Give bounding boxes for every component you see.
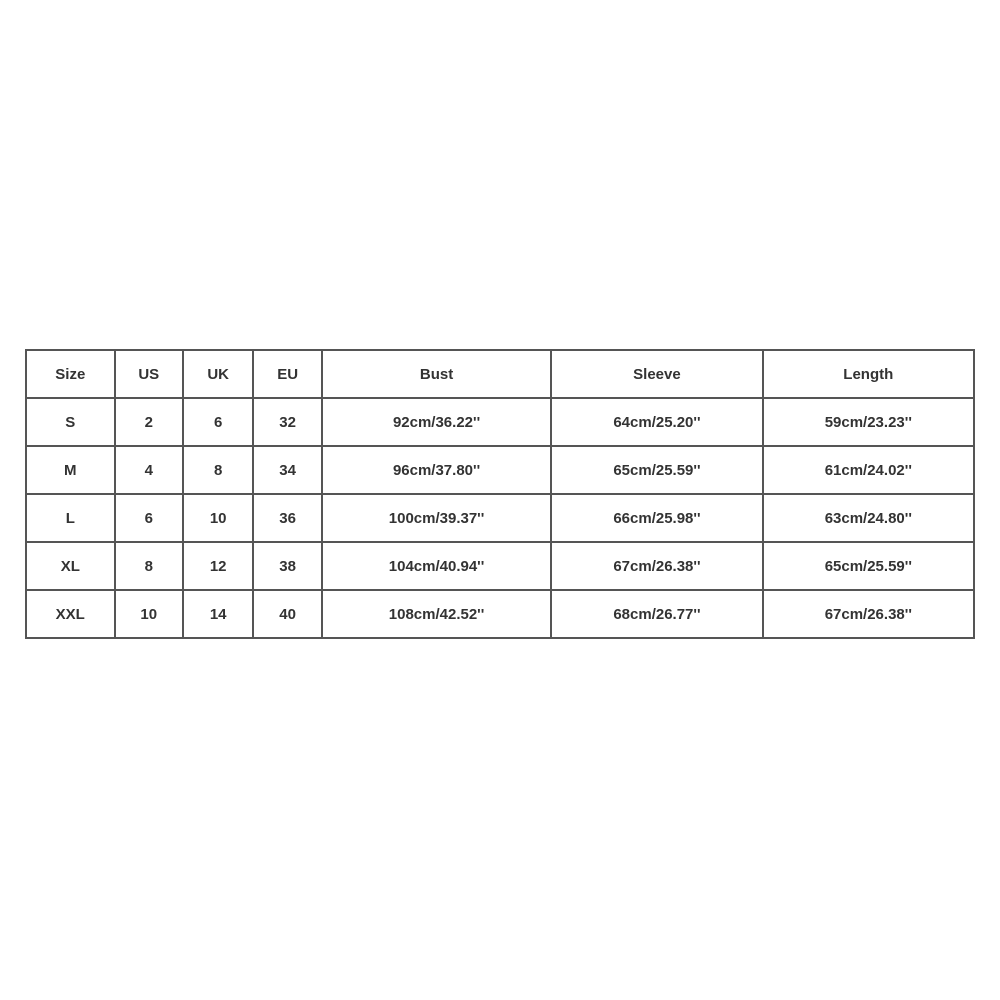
cell-uk: 12 [183, 542, 253, 590]
cell-bust: 92cm/36.22'' [322, 398, 551, 446]
cell-uk: 10 [183, 494, 253, 542]
header-length: Length [763, 350, 974, 398]
cell-us: 6 [115, 494, 183, 542]
cell-eu: 38 [253, 542, 321, 590]
table-row [26, 590, 974, 638]
table-row [26, 398, 974, 446]
cell-sleeve: 68cm/26.77'' [551, 590, 762, 638]
cell-eu: 40 [253, 590, 321, 638]
cell-size: S [26, 398, 115, 446]
cell-eu: 32 [253, 398, 321, 446]
cell-eu: 34 [253, 446, 321, 494]
header-uk: UK [183, 350, 253, 398]
cell-uk: 8 [183, 446, 253, 494]
header-eu: EU [253, 350, 321, 398]
cell-bust: 96cm/37.80'' [322, 446, 551, 494]
cell-sleeve: 67cm/26.38'' [551, 542, 762, 590]
cell-length: 63cm/24.80'' [763, 494, 974, 542]
header-sleeve: Sleeve [551, 350, 762, 398]
cell-sleeve: 65cm/25.59'' [551, 446, 762, 494]
table-header-row [26, 350, 974, 398]
cell-length: 61cm/24.02'' [763, 446, 974, 494]
header-bust: Bust [322, 350, 551, 398]
cell-us: 4 [115, 446, 183, 494]
cell-sleeve: 66cm/25.98'' [551, 494, 762, 542]
cell-uk: 6 [183, 398, 253, 446]
cell-bust: 108cm/42.52'' [322, 590, 551, 638]
cell-size: L [26, 494, 115, 542]
cell-length: 59cm/23.23'' [763, 398, 974, 446]
table-row [26, 446, 974, 494]
table-row [26, 494, 974, 542]
cell-length: 67cm/26.38'' [763, 590, 974, 638]
cell-eu: 36 [253, 494, 321, 542]
header-us: US [115, 350, 183, 398]
cell-bust: 104cm/40.94'' [322, 542, 551, 590]
header-size: Size [26, 350, 115, 398]
cell-sleeve: 64cm/25.20'' [551, 398, 762, 446]
cell-us: 8 [115, 542, 183, 590]
cell-bust: 100cm/39.37'' [322, 494, 551, 542]
table-row [26, 542, 974, 590]
cell-length: 65cm/25.59'' [763, 542, 974, 590]
size-chart-table [25, 349, 975, 639]
cell-us: 10 [115, 590, 183, 638]
cell-size: XXL [26, 590, 115, 638]
cell-size: XL [26, 542, 115, 590]
cell-us: 2 [115, 398, 183, 446]
cell-uk: 14 [183, 590, 253, 638]
cell-size: M [26, 446, 115, 494]
